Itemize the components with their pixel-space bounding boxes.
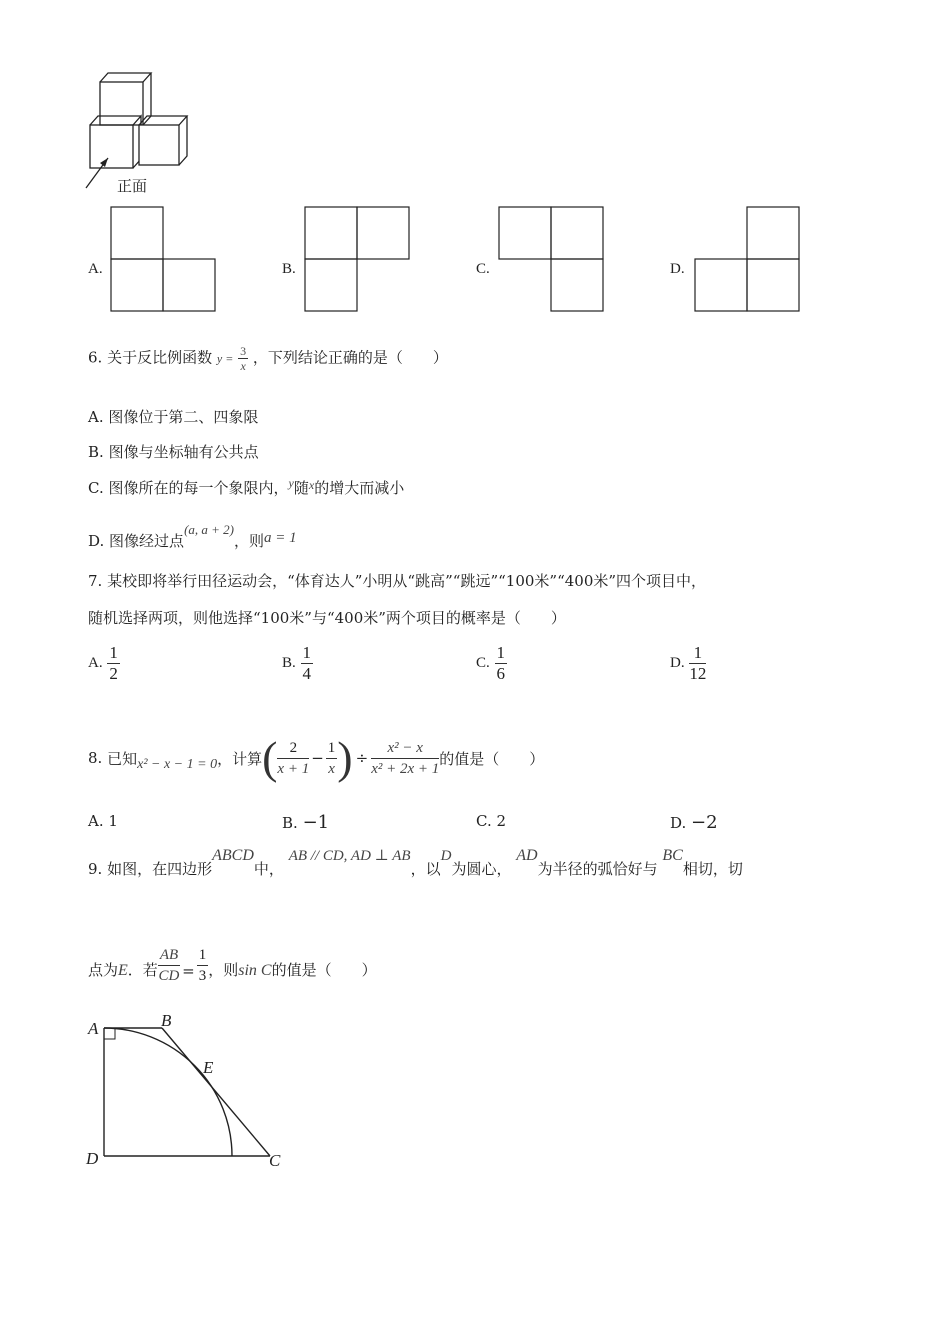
q6-option-b[interactable]: B. 图像与坐标轴有公共点	[88, 443, 259, 461]
q8-option-b[interactable]: B. −1	[282, 812, 330, 833]
label-d: D	[86, 1149, 99, 1168]
q7-stem-line1: 7. 某校即将举行田径运动会，“体育达人”小明从“跳高”“跳远”“100米”“400米”四个项目中，	[88, 572, 707, 590]
q6-option-d[interactable]: D. 图像经过点(a, a + 2)，则a = 1	[88, 522, 297, 550]
q8-option-a[interactable]: A. 1	[88, 812, 118, 830]
front-label: 正面	[117, 177, 148, 195]
quadrilateral-figure	[82, 1010, 302, 1180]
q7-option-a[interactable]: A. $\frac{1}{2}$	[88, 643, 118, 683]
q7-option-c[interactable]: C. $\frac{1}{6}$	[476, 643, 506, 683]
segment-bc	[162, 1028, 270, 1156]
label-b: B	[161, 1011, 172, 1030]
q5-option-a-view	[110, 206, 216, 312]
q5-option-d-label[interactable]: D.	[670, 261, 685, 277]
q8-stem: 8. 已知 x² − x − 1 = 0 ，计算 ( $\frac{2}{x + 1}$ − $\frac{1}{x}$ ) ÷ $\frac{\text{x² − x}}{\text{x² + 2x + 1}}$ 的值是（ ）	[88, 732, 545, 783]
label-e: E	[203, 1058, 214, 1077]
q9-stem-line1: 9. 如图，在四边形ABCD中， AB // CD, AD ⊥ AB，以D为圆心， AD为半径的弧恰好与 BC相切，切	[88, 847, 743, 878]
q6-option-c[interactable]: C. 图像所在的每一个象限内，$^y$随$^x$的增大而减小	[88, 476, 405, 497]
label-c: C	[269, 1151, 281, 1170]
arc-ae	[104, 1028, 232, 1156]
q5-option-c-label[interactable]: C.	[476, 261, 490, 277]
label-a: A	[88, 1019, 99, 1038]
q5-option-b-view	[304, 206, 410, 312]
right-angle-mark	[104, 1028, 115, 1039]
q6-option-a[interactable]: A. 图像位于第二、四象限	[88, 408, 259, 426]
q7-option-d[interactable]: D. $\frac{1}{12}$	[670, 643, 707, 683]
q6-stem: 6. 关于反比例函数 y = $\frac{3}{x}$ ，下列结论正确的是（ ）	[88, 344, 448, 373]
q8-option-c[interactable]: C. 2	[476, 812, 507, 830]
q5-option-d-view	[694, 206, 800, 312]
q5-option-c-view	[498, 206, 604, 312]
q7-stem-line2: 随机选择两项，则他选择“100米”与“400米”两个项目的概率是（ ）	[88, 609, 566, 627]
q8-option-d[interactable]: D. −2	[670, 812, 718, 833]
q5-option-b-label[interactable]: B.	[282, 261, 296, 277]
q5-option-a-label[interactable]: A.	[88, 261, 103, 277]
q9-stem-line2: 点为 E ．若 $\frac{AB}{CD}$ = $\frac{1}{3}$ ，则 sin C 的值是（ ）	[88, 947, 377, 984]
q7-option-b[interactable]: B. $\frac{1}{4}$	[282, 643, 312, 683]
